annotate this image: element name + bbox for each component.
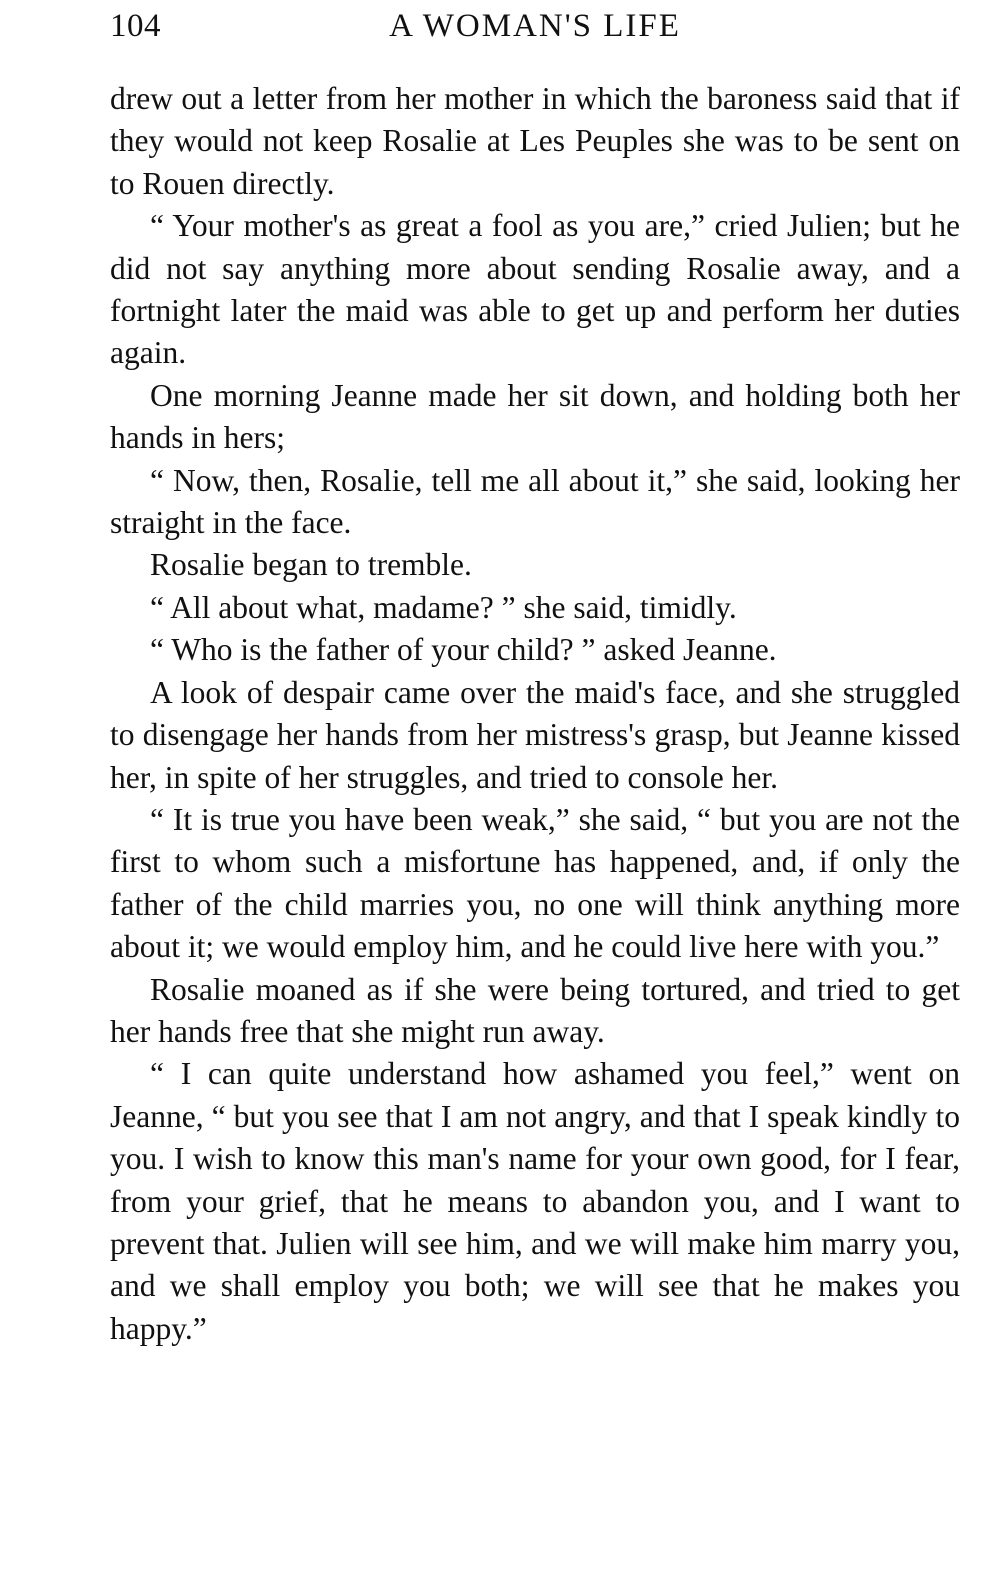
page-header	[110, 8, 960, 58]
running-head: A WOMAN'S LIFE	[389, 8, 681, 44]
paragraph: Rosalie moaned as if she were being tortured, and tried to get her hands free that she might run away.	[110, 971, 960, 1049]
paragraph: “ I can quite understand how ashamed you feel,” went on Jeanne, “ but you see that I am not angry, and that I speak kindly to you. I wish to know this man's name for your own good, for I fear, from your grief, that he means to abandon you, and I want to prevent that. Julien will see him, and we will make him marry you, and we shall employ you both; we will see that he makes you happy.”	[110, 1056, 960, 1346]
paragraph-continuation: drew out a letter from her mother in which the baroness said that if they would not keep Rosalie at Les Peuples she was to be sent on to Rouen directly.	[110, 81, 960, 201]
page-number: 104	[110, 8, 161, 44]
paragraph: “ It is true you have been weak,” she said, “ but you are not the first to whom such a misfortune has happened, and, if only the father of the child marries you, no one will think anything more about it; we would employ him, and he could live here with you.”	[110, 801, 960, 965]
paragraph: A look of despair came over the maid's face, and she struggled to disengage her hands from her mistress's grasp, but Jeanne kissed her, in spite of her struggles, and tried to console her.	[110, 674, 960, 795]
paragraph: Rosalie began to tremble.	[150, 547, 472, 583]
paragraph: “ Your mother's as great a fool as you are,” cried Julien; but he did not say anything more about sending Rosalie away, and a fortnight later the maid was able to get up and perform her duties again.	[110, 208, 960, 371]
paragraph: “ Who is the father of your child? ” asked Jeanne.	[150, 632, 777, 668]
paragraph: “ All about what, madame? ” she said, timidly.	[150, 589, 737, 625]
paragraph: One morning Jeanne made her sit down, and holding both her hands in hers;	[110, 377, 960, 456]
body-text	[110, 78, 960, 1350]
paragraph: “ Now, then, Rosalie, tell me all about it,” she said, looking her straight in the face.	[110, 462, 960, 541]
